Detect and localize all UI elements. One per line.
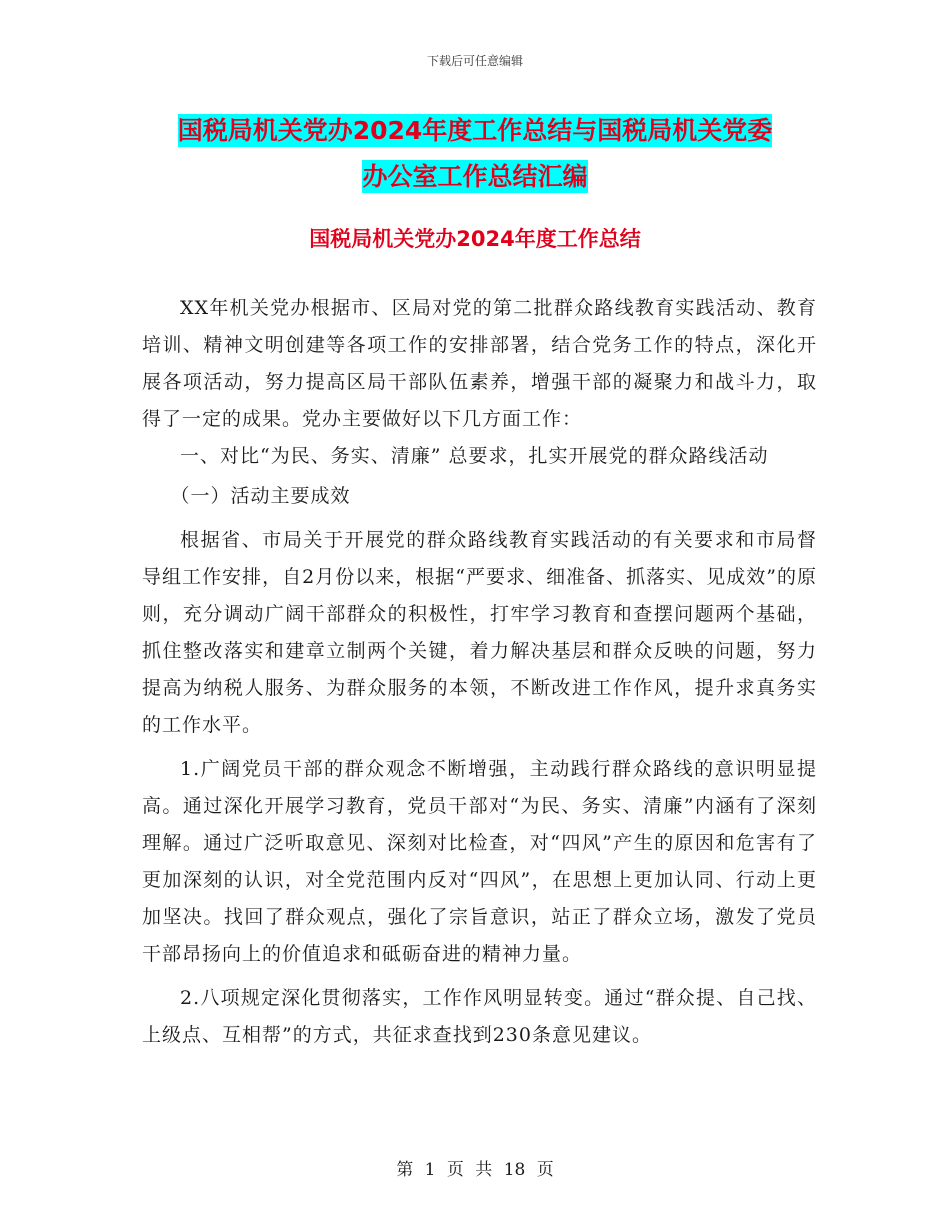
document-body [142, 290, 817, 1054]
paragraph-intro: XX年机关党办根据市、区局对党的第二批群众路线教育实践活动、教育培训、精神文明创建等各项工作的安排部署，结合党务工作的特点，深化开展各项活动，努力提高区局干部队伍素养，增强干部的凝聚力和战斗力，取得了一定的成果。党办主要做好以下几方面工作： [142, 297, 817, 430]
document-main-title [100, 108, 850, 200]
paragraph-body-1: 根据省、市局关于开展党的群众路线教育实践活动的有关要求和市局督导组工作安排，自2月份以来，根据“严要求、细准备、抓落实、见成效”的原则，充分调动广阔干部群众的积极性，打牢学习教育和查摆问题两个基础，抓住整改落实和建章立制两个关键，着力解决基层和群众反映的问题，努力提高为纳税人服务、为群众服务的本领，不断改进工作作风，提升求真务实的工作水平。 [142, 529, 817, 736]
paragraph-item-1: 1.广阔党员干部的群众观念不断增强，主动践行群众路线的意识明显提高。通过深化开展学习教育，党员干部对“为民、务实、清廉”内涵有了深刻理解。通过广泛听取意见、深刻对比检查，对“四风”产生的原因和危害有了更加深刻的认识，对全党范围内反对“四风”，在思想上更加认同、行动上更加坚决。找回了群众观点，强化了宗旨意识，站正了群众立场，激发了党员干部昂扬向上的价值追求和砥砺奋进的精神力量。 [142, 758, 817, 965]
paragraph-item-2: 2.八项规定深化贯彻落实，工作作风明显转变。通过“群众提、自己找、上级点、互相帮”的方式，共征求查找到230条意见建议。 [142, 987, 817, 1046]
paragraph-subheading-1: （一）活动主要成效 [170, 485, 351, 507]
main-title-line-2: 办公室工作总结汇编 [362, 162, 588, 191]
paragraph-heading-1: 一、对比“为民、务实、清廉” 总要求，扎实开展党的群众路线活动 [180, 445, 769, 467]
page-footer: 第 1 页 共 18 页 [396, 1160, 554, 1180]
section-title: 国税局机关党办2024年度工作总结 [309, 227, 641, 251]
header-note: 下载后可任意编辑 [426, 54, 523, 68]
main-title-line-1: 国税局机关党办2024年度工作总结与国税局机关党委 [177, 116, 773, 145]
